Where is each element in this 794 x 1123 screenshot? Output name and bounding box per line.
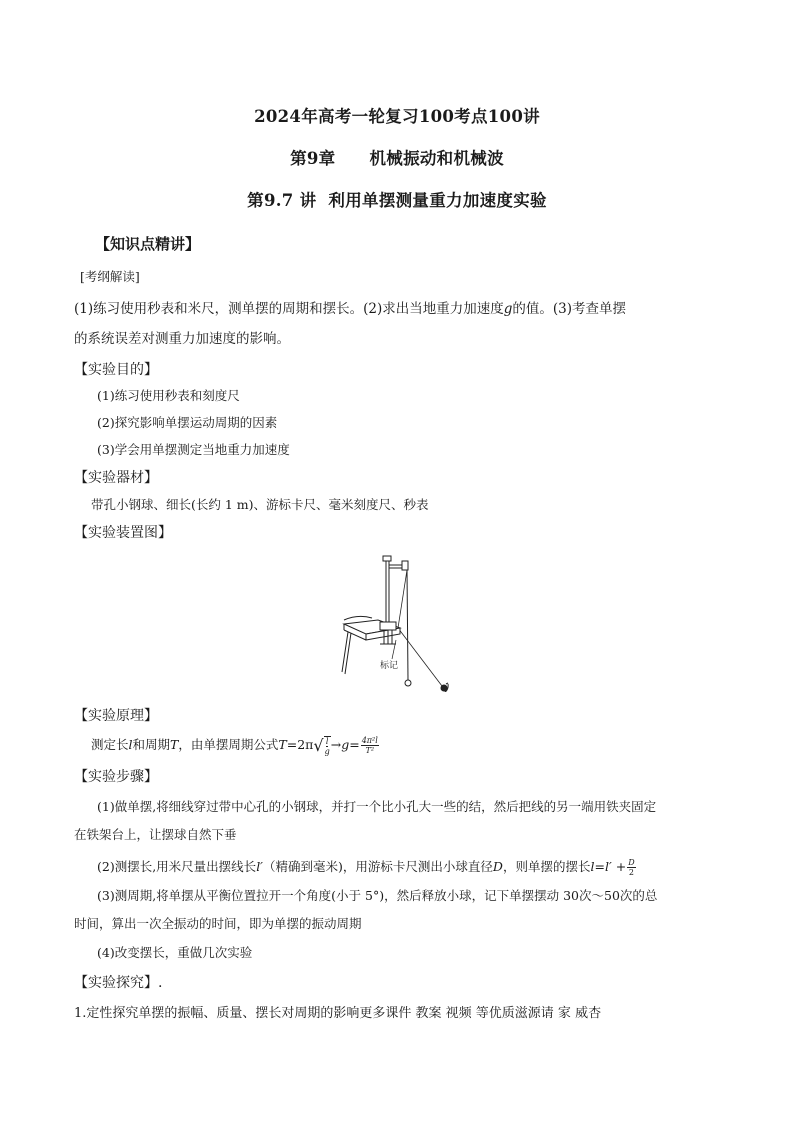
step-1-line-1: (1)做单摆,将细线穿过带中心孔的小钢球，并打一个比小孔大一些的结，然后把线的另一端用铁夹固定 — [97, 799, 657, 814]
pendulum-apparatus-diagram — [338, 548, 458, 692]
syllabus-heading: [考纲解读] — [80, 269, 140, 284]
chapter-title — [0, 145, 794, 169]
step-3-line-1: (3)测周期,将单摆从平衡位置拉开一个角度(小于 5°)，然后释放小球，记下单摆摆动 30次～50次的总 — [97, 888, 658, 903]
lecture-name: 利用单摆测量重力加速度实验 — [328, 191, 547, 210]
chapter-number: 第9章 — [290, 149, 336, 168]
explore-heading: 【实验探究】. — [74, 975, 163, 991]
device-heading: 【实验装置图】 — [74, 525, 172, 541]
step-3-line-2: 时间，算出一次全振动的时间，即为单摆的振动周期 — [74, 916, 362, 931]
diagram-label-mark: 标记 — [380, 661, 399, 671]
main-title: 2024年高考一轮复习100考点100讲 — [254, 107, 540, 126]
purpose-item-1: (1)练习使用秒表和刻度尺 — [97, 388, 240, 403]
syllabus-line-2: 的系统误差对测重力加速度的影响。 — [74, 331, 290, 347]
syllabus-line-1: (1)练习使用秒表和米尺，测单摆的周期和摆长。(2)求出当地重力加速度g的值。(3)考查单摆 — [74, 301, 627, 317]
step-1-line-2: 在铁架台上，让摆球自然下垂 — [74, 827, 237, 842]
steps-heading: 【实验步骤】 — [74, 769, 158, 785]
knowledge-heading: 【知识点精讲】 — [95, 235, 201, 253]
chapter-name: 机械振动和机械波 — [369, 149, 504, 168]
lecture-number: 第9.7 讲 — [247, 191, 317, 210]
step-2: (2)测摆长,用米尺量出摆线长l′（精确到毫米)，用游标卡尺测出小球直径D，则单摆的摆长l=l′ + $\frac{D}{2}$ — [97, 858, 635, 877]
purpose-item-2: (2)探究影响单摆运动周期的因素 — [97, 415, 278, 430]
equipment-heading: 【实验器材】 — [74, 470, 158, 486]
lecture-title — [0, 187, 794, 211]
principle-text: 测定长l和周期T，由单摆周期公式T=2π √ l g →g= $\frac{\text{4π²l}}{\text{T²}}$ — [91, 736, 378, 756]
purpose-heading: 【实验目的】 — [74, 362, 158, 378]
step-4: (4)改变摆长，重做几次实验 — [97, 945, 253, 960]
explore-item-1: 1.定性探究单摆的振幅、质量、摆长对周期的影响更多课件 教案 视频 等优质滋源请 家 威杏 — [74, 1006, 602, 1021]
equipment-text: 带孔小钢球、细长(长约 1 m)、游标卡尺、毫米刻度尺、秒表 — [91, 497, 429, 512]
sqrt-formula: √ l g — [313, 736, 330, 756]
principle-heading: 【实验原理】 — [74, 708, 158, 724]
d-over-2-fraction: $\frac{D}{2}$ — [628, 858, 635, 877]
purpose-item-3: (3)学会用单摆测定当地重力加速度 — [97, 442, 290, 457]
g-fraction: $\frac{\text{4π²l}}{\text{T²}}$ — [361, 736, 378, 755]
